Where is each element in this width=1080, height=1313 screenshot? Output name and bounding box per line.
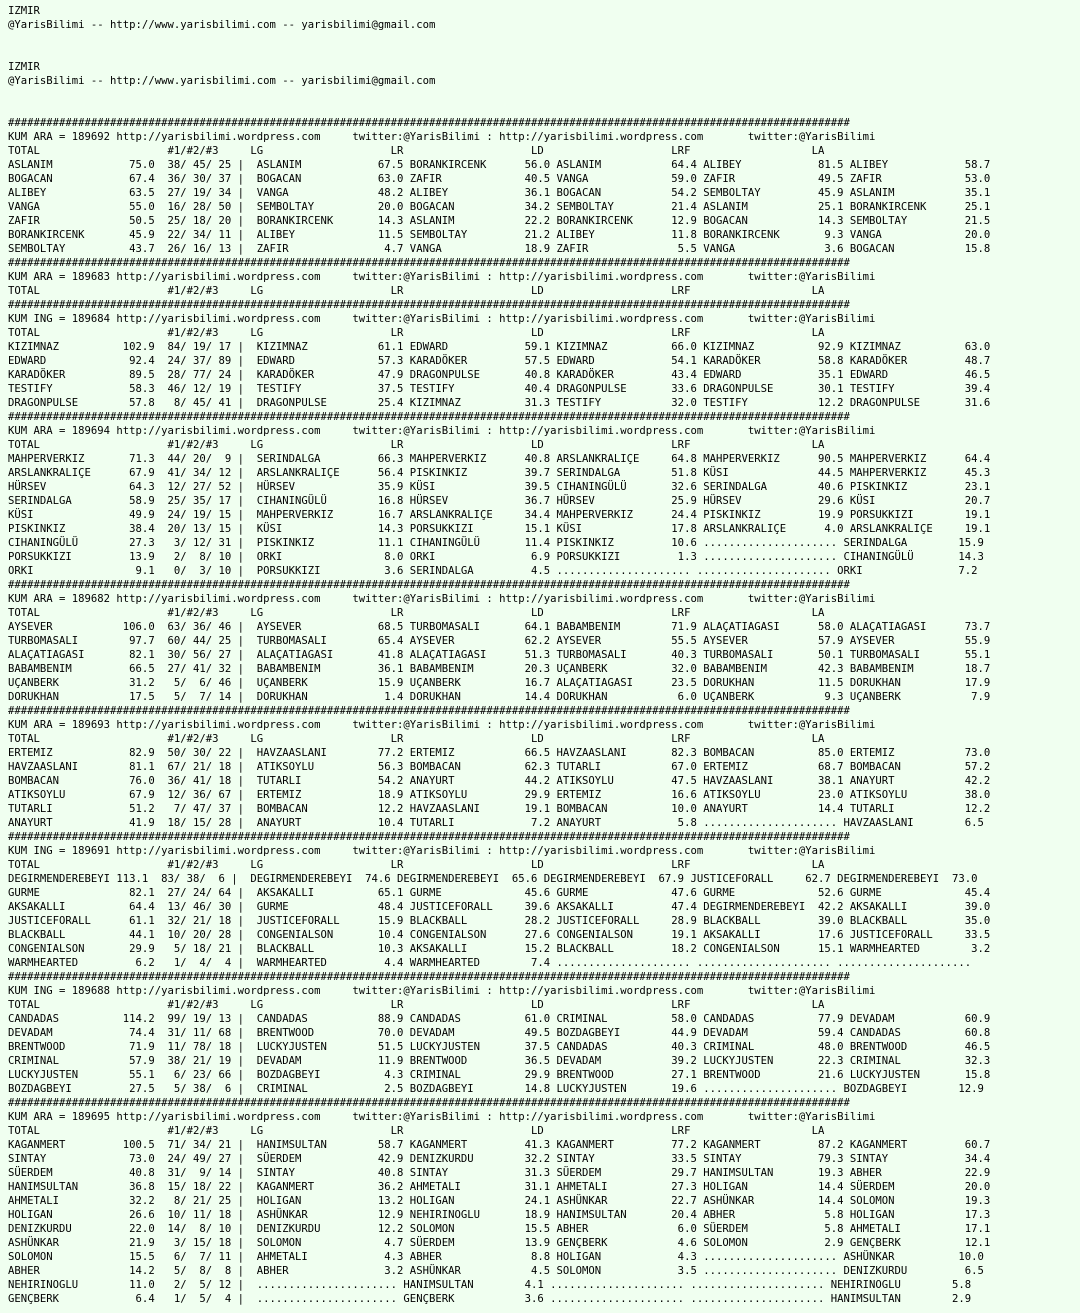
table-row: CRIMINAL 57.9 38/ 21/ 19 | DEVADAM 11.9 BRENTWOOD 36.5 DEVADAM 39.2 LUCKYJUSTEN 22.3 CRIMINAL 32.3 — [8, 1055, 991, 1067]
table-row: TURBOMASALI 97.7 60/ 44/ 25 | TURBOMASALI 65.4 AYSEVER 62.2 AYSEVER 55.5 AYSEVER 57.9 AYSEVER 55.9 — [8, 635, 991, 647]
race-block — [8, 578, 1080, 704]
separator-line: #################################################################################################################################### — [8, 705, 850, 717]
separator-line: #################################################################################################################################### — [8, 257, 850, 269]
column-headers: TOTAL #1/#2/#3 LG LR LD LRF LA — [8, 327, 825, 339]
race-title: KUM ARA = 189682 http://yarisbilimi.wordpress.com twitter:@YarisBilimi : http://yarisbilimi.wordpress.com twitter:@YarisBilimi — [8, 593, 876, 605]
race-title: KUM ARA = 189693 http://yarisbilimi.wordpress.com twitter:@YarisBilimi : http://yarisbilimi.wordpress.com twitter:@YarisBilimi — [8, 719, 876, 731]
table-row: AHMETALI 32.2 8/ 21/ 25 | HOLIGAN 13.2 HOLIGAN 24.1 ASHÜNKAR 22.7 ASHÜNKAR 14.4 SOLOMON 19.3 — [8, 1195, 991, 1207]
race-block — [8, 116, 1080, 256]
separator-line: #################################################################################################################################### — [8, 1097, 850, 1109]
race-title: KUM ING = 189688 http://yarisbilimi.wordpress.com twitter:@YarisBilimi : http://yarisbilimi.wordpress.com twitter:@YarisBilimi — [8, 985, 876, 997]
table-row: HÜRSEV 64.3 12/ 27/ 52 | HÜRSEV 35.9 KÜSI 39.5 CIHANINGÜLÜ 32.6 SERINDALGA 40.6 PISKINKIZ 23.1 — [8, 481, 991, 493]
race-block — [8, 298, 1080, 410]
table-row: ASLANIM 75.0 38/ 45/ 25 | ASLANIM 67.5 BORANKIRCENK 56.0 ASLANIM 64.4 ALIBEY 81.5 ALIBEY 58.7 — [8, 159, 991, 171]
column-headers: TOTAL #1/#2/#3 LG LR LD LRF LA — [8, 607, 825, 619]
separator-line: #################################################################################################################################### — [8, 971, 850, 983]
table-row: BORANKIRCENK 45.9 22/ 34/ 11 | ALIBEY 11.5 SEMBOLTAY 21.2 ALIBEY 11.8 BORANKIRCENK 9.3 VANGA 20.0 — [8, 229, 991, 241]
table-row: SERINDALGA 58.9 25/ 35/ 17 | CIHANINGÜLÜ 16.8 HÜRSEV 36.7 HÜRSEV 25.9 HÜRSEV 29.6 KÜSI 20.7 — [8, 495, 991, 507]
separator-line: #################################################################################################################################### — [8, 117, 850, 129]
table-row: AYSEVER 106.0 63/ 36/ 46 | AYSEVER 68.5 TURBOMASALI 64.1 BABAMBENIM 71.9 ALAÇATIAGASI 58.0 ALAÇATIAGASI 73.7 — [8, 621, 991, 633]
table-row: ASHÜNKAR 21.9 3/ 15/ 18 | SOLOMON 4.7 SÜERDEM 13.9 GENÇBERK 4.6 SOLOMON 2.9 GENÇBERK 12.1 — [8, 1237, 991, 1249]
race-block — [8, 704, 1080, 830]
table-row: ALIBEY 63.5 27/ 19/ 34 | VANGA 48.2 ALIBEY 36.1 BOGACAN 54.2 SEMBOLTAY 45.9 ASLANIM 35.1 — [8, 187, 991, 199]
table-row: ARSLANKRALIÇE 67.9 41/ 34/ 12 | ARSLANKRALIÇE 56.4 PISKINKIZ 39.7 SERINDALGA 51.8 KÜSI 44.5 MAHPERVERKIZ 45.3 — [8, 467, 991, 479]
race-block — [8, 970, 1080, 1096]
table-row: DORUKHAN 17.5 5/ 7/ 14 | DORUKHAN 1.4 DORUKHAN 14.4 DORUKHAN 6.0 UÇANBERK 9.3 UÇANBERK 7.9 — [8, 691, 991, 703]
table-row: SOLOMON 15.5 6/ 7/ 11 | AHMETALI 4.3 ABHER 8.8 HOLIGAN 4.3 ..................... ASHÜNKAR 10.0 — [8, 1251, 984, 1263]
table-row: TESTIFY 58.3 46/ 12/ 19 | TESTIFY 37.5 TESTIFY 40.4 DRAGONPULSE 33.6 DRAGONPULSE 30.1 TESTIFY 39.4 — [8, 383, 991, 395]
table-row: TUTARLI 51.2 7/ 47/ 37 | BOMBACAN 12.2 HAVZAASLANI 19.1 BOMBACAN 10.0 ANAYURT 14.4 TUTARLI 12.2 — [8, 803, 991, 815]
table-row: ANAYURT 41.9 18/ 15/ 28 | ANAYURT 10.4 TUTARLI 7.2 ANAYURT 5.8 ..................... HAVZAASLANI 6.5 — [8, 817, 984, 829]
header-city: IZMIR — [8, 61, 40, 73]
table-row: ERTEMIZ 82.9 50/ 30/ 22 | HAVZAASLANI 77.2 ERTEMIZ 66.5 HAVZAASLANI 82.3 BOMBACAN 85.0 ERTEMIZ 73.0 — [8, 747, 991, 759]
column-headers: TOTAL #1/#2/#3 LG LR LD LRF LA — [8, 999, 825, 1011]
race-title: KUM ARA = 189683 http://yarisbilimi.wordpress.com twitter:@YarisBilimi : http://yarisbilimi.wordpress.com twitter:@YarisBilimi — [8, 271, 876, 283]
table-row: HAVZAASLANI 81.1 67/ 21/ 18 | ATIKSOYLU 56.3 BOMBACAN 62.3 TUTARLI 67.0 ERTEMIZ 68.7 BOMBACAN 57.2 — [8, 761, 991, 773]
table-row: KÜSI 49.9 24/ 19/ 15 | MAHPERVERKIZ 16.7 ARSLANKRALIÇE 34.4 MAHPERVERKIZ 24.4 PISKINKIZ 19.9 PORSUKKIZI 19.1 — [8, 509, 991, 521]
table-row: BRENTWOOD 71.9 11/ 78/ 18 | LUCKYJUSTEN 51.5 LUCKYJUSTEN 37.5 CANDADAS 40.3 CRIMINAL 48.0 BRENTWOOD 46.5 — [8, 1041, 991, 1053]
table-row: ALAÇATIAGASI 82.1 30/ 56/ 27 | ALAÇATIAGASI 41.8 ALAÇATIAGASI 51.3 TURBOMASALI 40.3 TURBOMASALI 50.1 TURBOMASALI 55.1 — [8, 649, 991, 661]
table-row: MAHPERVERKIZ 71.3 44/ 20/ 9 | SERINDALGA 66.3 MAHPERVERKIZ 40.8 ARSLANKRALIÇE 64.8 MAHPERVERKIZ 90.5 MAHPERVERKIZ 64.4 — [8, 453, 991, 465]
table-row: VANGA 55.0 16/ 28/ 50 | SEMBOLTAY 20.0 BOGACAN 34.2 SEMBOLTAY 21.4 ASLANIM 25.1 BORANKIRCENK 25.1 — [8, 201, 991, 213]
column-headers: TOTAL #1/#2/#3 LG LR LD LRF LA — [8, 733, 825, 745]
separator-line: #################################################################################################################################### — [8, 831, 850, 843]
table-row: JUSTICEFORALL 61.1 32/ 21/ 18 | JUSTICEFORALL 15.9 BLACKBALL 28.2 JUSTICEFORALL 28.9 BLACKBALL 39.0 BLACKBALL 35.0 — [8, 915, 991, 927]
table-row: KARADÖKER 89.5 28/ 77/ 24 | KARADÖKER 47.9 DRAGONPULSE 40.8 KARADÖKER 43.4 EDWARD 35.1 EDWARD 46.5 — [8, 369, 991, 381]
table-row: BOZDAGBEYI 27.5 5/ 38/ 6 | CRIMINAL 2.5 BOZDAGBEYI 14.8 LUCKYJUSTEN 19.6 ..................... BOZDAGBEYI 12.9 — [8, 1083, 984, 1095]
race-title: KUM ARA = 189695 http://yarisbilimi.wordpress.com twitter:@YarisBilimi : http://yarisbilimi.wordpress.com twitter:@YarisBilimi — [8, 1111, 876, 1123]
table-row: PISKINKIZ 38.4 20/ 13/ 15 | KÜSI 14.3 PORSUKKIZI 15.1 KÜSI 17.8 ARSLANKRALIÇE 4.0 ARSLANKRALIÇE 19.1 — [8, 523, 991, 535]
header-contact: @YarisBilimi -- http://www.yarisbilimi.com -- yarisbilimi@gmail.com — [8, 75, 436, 87]
table-row: EDWARD 92.4 24/ 37/ 89 | EDWARD 57.3 KARADÖKER 57.5 EDWARD 54.1 KARADÖKER 58.8 KARADÖKER 48.7 — [8, 355, 991, 367]
blank-gap — [8, 32, 1080, 60]
table-row: LUCKYJUSTEN 55.1 6/ 23/ 66 | BOZDAGBEYI 4.3 CRIMINAL 29.9 BRENTWOOD 27.1 BRENTWOOD 21.6 LUCKYJUSTEN 15.8 — [8, 1069, 991, 1081]
table-row: ABHER 14.2 5/ 8/ 8 | ABHER 3.2 ASHÜNKAR 4.5 SOLOMON 3.5 ..................... DENIZKURDU 6.5 — [8, 1265, 984, 1277]
table-row: BOMBACAN 76.0 36/ 41/ 18 | TUTARLI 54.2 ANAYURT 44.2 ATIKSOYLU 47.5 HAVZAASLANI 38.1 ANAYURT 42.2 — [8, 775, 991, 787]
race-block — [8, 256, 1080, 298]
table-row: ORKI 9.1 0/ 3/ 10 | PORSUKKIZI 3.6 SERINDALGA 4.5 ..................... ..................... ORKI 7.2 — [8, 565, 978, 577]
table-row: DEVADAM 74.4 31/ 11/ 68 | BRENTWOOD 70.0 DEVADAM 49.5 BOZDAGBEYI 44.9 DEVADAM 59.4 CANDADAS 60.8 — [8, 1027, 991, 1039]
table-row: GENÇBERK 6.4 1/ 5/ 4 | ...................... GENÇBERK 3.6 ..................... ..................... HANIMSULTAN 2.9 — [8, 1293, 972, 1305]
header-city: IZMIR — [8, 5, 40, 17]
header-block — [8, 60, 1080, 88]
column-headers: TOTAL #1/#2/#3 LG LR LD LRF LA — [8, 285, 825, 297]
table-row: SÜERDEM 40.8 31/ 9/ 14 | SINTAY 40.8 SINTAY 31.3 SÜERDEM 29.7 HANIMSULTAN 19.3 ABHER 22.9 — [8, 1167, 991, 1179]
race-block — [8, 410, 1080, 578]
table-row: BABAMBENIM 66.5 27/ 41/ 32 | BABAMBENIM 36.1 BABAMBENIM 20.3 UÇANBERK 32.0 BABAMBENIM 42.3 BABAMBENIM 18.7 — [8, 663, 991, 675]
race-title: KUM ING = 189684 http://yarisbilimi.wordpress.com twitter:@YarisBilimi : http://yarisbilimi.wordpress.com twitter:@YarisBilimi — [8, 313, 876, 325]
separator-line: #################################################################################################################################### — [8, 411, 850, 423]
table-row: AKSAKALLI 64.4 13/ 46/ 30 | GURME 48.4 JUSTICEFORALL 39.6 AKSAKALLI 47.4 DEGIRMENDEREBEYI 42.2 AKSAKALLI 39.0 — [8, 901, 991, 913]
table-row: NEHIRINOGLU 11.0 2/ 5/ 12 | ...................... HANIMSULTAN 4.1 ..................... ..................... NEHIRINOGLU 5.8 — [8, 1279, 972, 1291]
separator-line: #################################################################################################################################### — [8, 299, 850, 311]
blank-gap — [8, 88, 1080, 116]
table-row: ATIKSOYLU 67.9 12/ 36/ 67 | ERTEMIZ 18.9 ATIKSOYLU 29.9 ERTEMIZ 16.6 ATIKSOYLU 23.0 ATIKSOYLU 38.0 — [8, 789, 991, 801]
table-row: HOLIGAN 26.6 10/ 11/ 18 | ASHÜNKAR 12.9 NEHIRINOGLU 18.9 HANIMSULTAN 20.4 ABHER 5.8 HOLIGAN 17.3 — [8, 1209, 991, 1221]
race-title: KUM ARA = 189694 http://yarisbilimi.wordpress.com twitter:@YarisBilimi : http://yarisbilimi.wordpress.com twitter:@YarisBilimi — [8, 425, 876, 437]
table-row: SEMBOLTAY 43.7 26/ 16/ 13 | ZAFIR 4.7 VANGA 18.9 ZAFIR 5.5 VANGA 3.6 BOGACAN 15.8 — [8, 243, 991, 255]
header-block — [8, 4, 1080, 32]
table-row: GURME 82.1 27/ 24/ 64 | AKSAKALLI 65.1 GURME 45.6 GURME 47.6 GURME 52.6 GURME 45.4 — [8, 887, 991, 899]
column-headers: TOTAL #1/#2/#3 LG LR LD LRF LA — [8, 439, 825, 451]
race-title: KUM ING = 189691 http://yarisbilimi.wordpress.com twitter:@YarisBilimi : http://yarisbilimi.wordpress.com twitter:@YarisBilimi — [8, 845, 876, 857]
table-row: CONGENIALSON 29.9 5/ 18/ 21 | BLACKBALL 10.3 AKSAKALLI 15.2 BLACKBALL 18.2 CONGENIALSON 15.1 WARMHEARTED 3.2 — [8, 943, 991, 955]
column-headers: TOTAL #1/#2/#3 LG LR LD LRF LA — [8, 145, 825, 157]
table-row: ZAFIR 50.5 25/ 18/ 20 | BORANKIRCENK 14.3 ASLANIM 22.2 BORANKIRCENK 12.9 BOGACAN 14.3 SEMBOLTAY 21.5 — [8, 215, 991, 227]
column-headers: TOTAL #1/#2/#3 LG LR LD LRF LA — [8, 859, 825, 871]
table-row: BLACKBALL 44.1 10/ 20/ 28 | CONGENIALSON 10.4 CONGENIALSON 27.6 CONGENIALSON 19.1 AKSAKALLI 17.6 JUSTICEFORALL 33.5 — [8, 929, 991, 941]
table-row: DENIZKURDU 22.0 14/ 8/ 10 | DENIZKURDU 12.2 SOLOMON 15.5 ABHER 6.0 SÜERDEM 5.8 AHMETALI 17.1 — [8, 1223, 991, 1235]
table-row: KAGANMERT 100.5 71/ 34/ 21 | HANIMSULTAN 58.7 KAGANMERT 41.3 KAGANMERT 77.2 KAGANMERT 87.2 KAGANMERT 60.7 — [8, 1139, 991, 1151]
table-row: DRAGONPULSE 57.8 8/ 45/ 41 | DRAGONPULSE 25.4 KIZIMNAZ 31.3 TESTIFY 32.0 TESTIFY 12.2 DRAGONPULSE 31.6 — [8, 397, 991, 409]
race-block — [8, 830, 1080, 970]
separator-line: #################################################################################################################################### — [8, 579, 850, 591]
table-row: SINTAY 73.0 24/ 49/ 27 | SÜERDEM 42.9 DENIZKURDU 32.2 SINTAY 33.5 SINTAY 79.3 SINTAY 34.4 — [8, 1153, 991, 1165]
table-row: UÇANBERK 31.2 5/ 6/ 46 | UÇANBERK 15.9 UÇANBERK 16.7 ALAÇATIAGASI 23.5 DORUKHAN 11.5 DORUKHAN 17.9 — [8, 677, 991, 689]
table-row: DEGIRMENDEREBEYI 113.1 83/ 38/ 6 | DEGIRMENDEREBEYI 74.6 DEGIRMENDEREBEYI 65.6 DEGIRMENDEREBEYI 67.9 JUSTICEFORALL 62.7 DEGIRMENDEREBEYI 73.0 — [8, 873, 978, 885]
table-row: HANIMSULTAN 36.8 15/ 18/ 22 | KAGANMERT 36.2 AHMETALI 31.1 AHMETALI 27.3 HOLIGAN 14.4 SÜERDEM 20.0 — [8, 1181, 991, 1193]
table-row: BOGACAN 67.4 36/ 30/ 37 | BOGACAN 63.0 ZAFIR 40.5 VANGA 59.0 ZAFIR 49.5 ZAFIR 53.0 — [8, 173, 991, 185]
table-row: PORSUKKIZI 13.9 2/ 8/ 10 | ORKI 8.0 ORKI 6.9 PORSUKKIZI 1.3 ..................... CIHANINGÜLÜ 14.3 — [8, 551, 984, 563]
table-row: KIZIMNAZ 102.9 84/ 19/ 17 | KIZIMNAZ 61.1 EDWARD 59.1 KIZIMNAZ 66.0 KIZIMNAZ 92.9 KIZIMNAZ 63.0 — [8, 341, 991, 353]
table-row: CIHANINGÜLÜ 27.3 3/ 12/ 31 | PISKINKIZ 11.1 CIHANINGÜLÜ 11.4 PISKINKIZ 10.6 ..................... SERINDALGA 15.9 — [8, 537, 984, 549]
column-headers: TOTAL #1/#2/#3 LG LR LD LRF LA — [8, 1125, 825, 1137]
race-block — [8, 1096, 1080, 1306]
table-row: CANDADAS 114.2 99/ 19/ 13 | CANDADAS 88.9 CANDADAS 61.0 CRIMINAL 58.0 CANDADAS 77.9 DEVADAM 60.9 — [8, 1013, 991, 1025]
table-row: WARMHEARTED 6.2 1/ 4/ 4 | WARMHEARTED 4.4 WARMHEARTED 7.4 ..................... ..................... ..................... — [8, 957, 972, 969]
header-contact: @YarisBilimi -- http://www.yarisbilimi.com -- yarisbilimi@gmail.com — [8, 19, 436, 31]
race-title: KUM ARA = 189692 http://yarisbilimi.wordpress.com twitter:@YarisBilimi : http://yarisbilimi.wordpress.com twitter:@YarisBilimi — [8, 131, 876, 143]
